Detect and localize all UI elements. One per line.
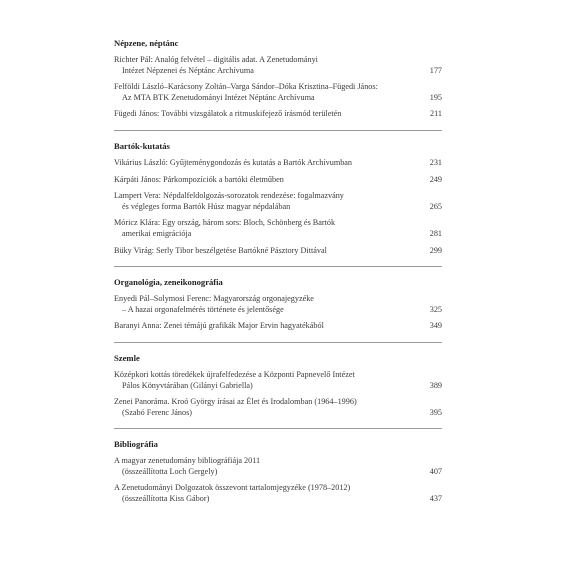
section-title: Népzene, néptánc xyxy=(114,38,179,48)
page-number: 349 xyxy=(429,321,442,331)
toc-entry[interactable] xyxy=(114,370,442,391)
section-divider xyxy=(114,428,442,429)
entry-line: – A hazai orgonafelmérés története és jelentősége xyxy=(122,304,284,314)
entry-line: Pálos Könyvtárában (Gilányi Gabriella) xyxy=(122,380,253,390)
toc-entry[interactable] xyxy=(114,397,442,418)
toc-entry[interactable] xyxy=(114,483,442,504)
page-number: 177 xyxy=(429,65,442,75)
entry-line: Zenei Panoráma. Kroó György írásai az Élet és Irodalomban (1964–1996) xyxy=(114,397,357,407)
toc-entry[interactable] xyxy=(114,109,442,120)
toc-entry[interactable] xyxy=(114,294,442,315)
toc-entry[interactable] xyxy=(114,82,442,103)
page-number: 407 xyxy=(429,466,442,476)
page-number: 249 xyxy=(429,174,442,184)
entry-line: (Szabó Ferenc János) xyxy=(122,407,193,417)
page-number: 395 xyxy=(429,407,442,417)
entry-line: A Zenetudományi Dolgozatok összevont tartalomjegyzéke (1978–2012) xyxy=(114,483,351,493)
page-number: 265 xyxy=(429,201,442,211)
section-title: Szemle xyxy=(114,352,140,363)
section-divider xyxy=(114,130,442,131)
entry-line: Fügedi János: További vizsgálatok a ritmuskifejező írásmód területén xyxy=(114,109,342,119)
toc-entry[interactable] xyxy=(114,158,442,169)
entry-line: Baranyi Anna: Zenei témájú grafikák Major Ervin hagyatékából xyxy=(114,321,324,331)
toc-entry[interactable] xyxy=(114,321,442,332)
section-divider xyxy=(114,266,442,267)
table-of-contents xyxy=(114,38,442,511)
section-bibliografia xyxy=(114,439,442,504)
entry-line: Enyedi Pál–Solymosi Ferenc: Magyarország orgonajegyzéke xyxy=(114,294,314,304)
entry-line: Felföldi László–Karácsony Zoltán–Varga Sándor–Dóka Krisztina–Fügedi János: xyxy=(114,82,378,92)
section-bartok xyxy=(114,141,442,256)
section-szemle xyxy=(114,353,442,418)
toc-entry[interactable] xyxy=(114,191,442,212)
page-number: 281 xyxy=(429,228,442,238)
section-title: Organológia, zeneikonográfia xyxy=(114,277,223,288)
toc-entry[interactable] xyxy=(114,55,442,76)
page-number: 299 xyxy=(429,245,442,255)
section-organologia xyxy=(114,277,442,332)
section-nepzene xyxy=(114,38,442,120)
page-number: 389 xyxy=(429,380,442,390)
entry-line: Büky Virág: Serly Tibor beszélgetése Bartókné Pásztory Dittával xyxy=(114,245,327,255)
page-number: 231 xyxy=(429,157,442,167)
entry-line: (összeállította Kiss Gábor) xyxy=(122,494,210,504)
entry-line: (összeállította Loch Gergely) xyxy=(122,466,218,476)
page-number: 211 xyxy=(430,109,442,119)
page-number: 325 xyxy=(429,304,442,314)
section-divider xyxy=(114,342,442,343)
entry-line: és végleges forma Bartók Húsz magyar népdalában xyxy=(122,201,291,211)
toc-entry[interactable] xyxy=(114,218,442,239)
entry-line: Móricz Klára: Egy ország, három sors: Bloch, Schönberg és Bartók xyxy=(114,218,336,228)
page-number: 437 xyxy=(429,494,442,504)
section-title: Bartók-kutatás xyxy=(114,140,170,151)
entry-line: Intézet Népzenei és Néptánc Archívuma xyxy=(122,65,254,75)
section-title: Bibliográfia xyxy=(114,439,158,450)
entry-line: Középkori kottás töredékek újrafelfedezése a Központi Papnevelő Intézet xyxy=(114,369,355,379)
toc-entry[interactable] xyxy=(114,175,442,186)
entry-line: Az MTA BTK Zenetudományi Intézet Néptánc Archívuma xyxy=(122,92,315,102)
toc-entry[interactable] xyxy=(114,246,442,257)
entry-line: Kárpáti János: Párkompozíciók a bartóki életműben xyxy=(114,174,284,184)
entry-line: Lampert Vera: Népdalfeldolgozás-sorozatok rendezése: fogalmazvány xyxy=(114,191,344,201)
entry-line: Vikárius László: Gyűjteménygondozás és kutatás a Bartók Archívumban xyxy=(114,157,353,167)
toc-entry[interactable] xyxy=(114,456,442,477)
entry-line: amerikai emigrációja xyxy=(122,228,192,238)
entry-line: A magyar zenetudomány bibliográfiája 2011 xyxy=(114,456,261,466)
entry-line: Richter Pál: Analóg felvétel – digitális adat. A Zenetudományi xyxy=(114,55,318,64)
page-number: 195 xyxy=(429,92,442,102)
